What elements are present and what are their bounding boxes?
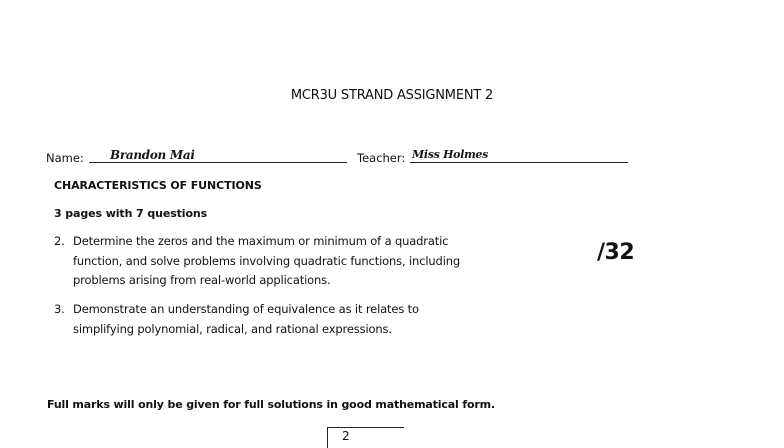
expectation-line: function, and solve problems involving quadratic functions, including: [73, 253, 461, 268]
expectation-number: 3.: [54, 302, 65, 316]
name-value: Brandon Mai: [110, 148, 195, 162]
expectation-line: simplifying polynomial, radical, and rational expressions.: [73, 321, 392, 336]
footer-note: Full marks will only be given for full solutions in good mathematical form.: [47, 398, 495, 411]
teacher-label: Teacher:: [357, 151, 406, 165]
teacher-value: Miss Holmes: [412, 148, 489, 161]
expectation-number: 2.: [54, 234, 65, 248]
page-title: MCR3U STRAND ASSIGNMENT 2: [290, 88, 494, 103]
name-label: Name:: [46, 151, 84, 165]
expectation-line: problems arising from real-world applications.: [73, 273, 331, 287]
section-subheading: 3 pages with 7 questions: [54, 207, 208, 220]
total-marks: /32: [597, 240, 635, 265]
expectation-line: Determine the zeros and the maximum or minimum of a quadratic: [73, 234, 449, 248]
teacher-underline: [410, 162, 628, 163]
page-number-box: [327, 427, 404, 448]
page-number: 2: [342, 429, 350, 443]
expectation-line: Demonstrate an understanding of equivalence as it relates to: [73, 302, 419, 316]
section-heading: CHARACTERISTICS OF FUNCTIONS: [54, 179, 262, 192]
name-underline: [89, 162, 347, 163]
